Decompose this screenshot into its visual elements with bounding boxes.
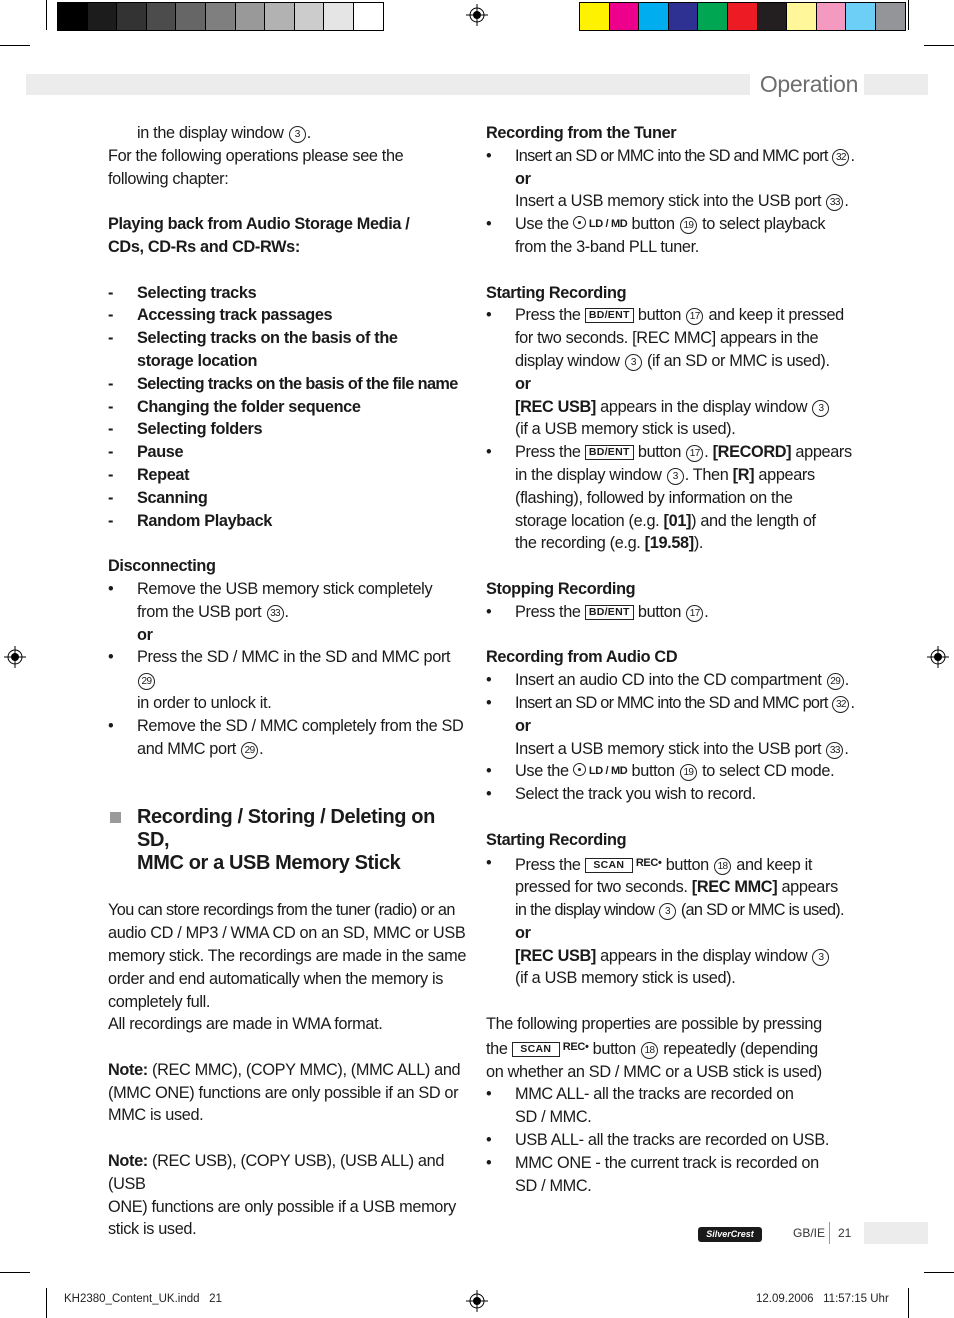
registration-mark-icon [927,646,949,668]
header-band [864,74,928,95]
paragraph: the recording (e.g. [19.58]). [515,534,704,553]
timestamp-slug: 12.09.2006 11:57:15 Uhr [756,1293,889,1305]
list-item: - Changing the folder sequence [108,396,468,419]
crop-mark [46,0,47,30]
paragraph: in order to unlock it. [137,693,272,712]
page-number: 21 [838,1226,852,1240]
or-label: or [515,169,531,188]
or-label: or [137,625,153,644]
file-slug: KH2380_Content_UK.indd 21 [64,1293,222,1305]
paragraph: SD / MMC. [515,1108,592,1127]
or-label: or [515,374,531,393]
scan-key-icon: SCAN [512,1042,560,1057]
list-item: - Scanning [108,487,468,510]
bullet-item: • Press the BD/ENT button 17 and keep it pressed [486,306,844,325]
paragraph: SD / MMC. [515,1176,592,1195]
color-swatch [727,3,757,30]
registration-mark-icon [466,1290,488,1312]
paragraph: display window 3 (if an SD or MMC is used). [515,351,830,370]
color-swatch [816,3,846,30]
list-item: - Selecting tracks on the basis of the file name [108,373,468,396]
crop-mark [924,1272,954,1273]
or-label: or [515,923,531,942]
bullet-item: • Remove the USB memory stick completely [108,579,433,598]
bullet-item: • Insert an SD or MMC into the SD and MMC port 32 . [486,146,855,165]
bullet-item: • MMC ONE - the current track is recorded on [486,1153,819,1172]
knob-icon [573,216,586,229]
subheading: Starting Recording [486,830,627,849]
language-code: GB/IE [793,1226,826,1240]
paragraph: [REC USB] appears in the display window 3 [486,945,856,968]
knob-icon [573,763,586,776]
scan-key-icon: SCAN [585,858,633,873]
bullet-item: • USB ALL- all the tracks are recorded on USB. [486,1131,830,1150]
note: stick is used. [108,1220,197,1239]
color-swatch [609,3,639,30]
paragraph: Insert a USB memory stick into the USB port 33 . [515,192,849,211]
color-swatch [323,3,353,30]
crop-mark [0,45,30,46]
paragraph: from the 3-band PLL tuner. [515,237,699,256]
header-band [26,74,750,95]
paragraph: All recordings are made in WMA format. [108,1015,383,1034]
rec-label: REC• [562,1040,589,1053]
subheading: Stopping Recording [486,579,636,598]
list-item: - Repeat [108,464,468,487]
subheading: CDs, CD-Rs and CD-RWs: [108,237,300,256]
paragraph: (if a USB memory stick is used). [515,969,736,988]
list-item: - Selecting tracks [108,282,468,305]
color-swatch [638,3,668,30]
grayscale-bar [57,2,384,31]
color-swatch [87,3,117,30]
bullet-item: • Use the LD / MD button 19 to select playback [486,215,826,234]
paragraph: pressed for two seconds. [REC MMC] appears [515,878,838,897]
bullet-item: • Select the track you wish to record. [486,785,756,804]
section-heading: Recording / Storing / Deleting on SD, MMC or a USB Memory Stick [108,806,468,875]
list-item: - Pause [108,441,468,464]
paragraph: [REC USB] appears in the display window 3 [486,396,856,419]
note: (MMC ONE) functions are only possible if an SD or [108,1083,459,1102]
brand-logo: SilverCrest [698,1227,762,1242]
list-item: - Selecting folders [108,418,468,441]
left-column [108,122,468,1241]
paragraph: You can store recordings from the tuner (radio) or an [108,901,455,920]
bd-ent-key-icon: BD/ENT [585,605,634,620]
bullet-item: • Insert an audio CD into the CD compartment 29 . [486,671,849,690]
color-swatch [757,3,787,30]
color-swatch [146,3,176,30]
note: ONE) functions are only possible if a USB memory [108,1197,456,1216]
paragraph: from the USB port 33 . [137,602,289,621]
paragraph: completely full. [108,992,211,1011]
color-swatch [697,3,727,30]
crop-mark [46,1288,47,1318]
color-swatch [845,3,875,30]
bullet-item: • Press the SCAN $^{REC•}$ button 18 and keep it [486,853,813,874]
list-item: - Selecting tracks on the basis of the [108,327,468,350]
color-swatch [205,3,235,30]
or-label: or [515,716,531,735]
subheading: Playing back from Audio Storage Media / [108,215,410,234]
list-item: storage location [137,351,258,370]
bd-ent-key-icon: BD/ENT [585,308,634,323]
section-title: Operation [759,71,859,97]
bullet-item: • Press the SD / MMC in the SD and MMC port 29 [108,646,468,692]
crop-mark [0,1272,30,1273]
subheading: Disconnecting [108,557,216,576]
paragraph: the SCAN $^{REC•}$ button 18 repeatedly (depending [486,1039,818,1058]
paragraph: in the display window 3 . Then [R] appears [515,465,815,484]
bullet-item: • Insert an SD or MMC into the SD and MMC port 32 . [486,693,855,712]
color-swatch [294,3,324,30]
ld-md-button-label: LD / MD [588,218,628,231]
color-swatch [580,3,609,30]
color-swatch [175,3,205,30]
subheading: Recording from the Tuner [486,124,677,142]
crop-mark [924,45,954,46]
paragraph: in the display window 3 (an SD or MMC is used). [515,901,844,920]
bullet-item: • Press the BD/ENT button 17 . [RECORD] appears [486,443,852,462]
color-swatch [58,3,87,30]
color-swatch [875,3,905,30]
divider [829,1222,830,1244]
paragraph: The following properties are possible by pressing [486,1015,822,1034]
list-item: - Accessing track passages [108,304,468,327]
note: Note: (REC USB), (COPY USB), (USB ALL) and (USB [108,1152,445,1193]
crop-mark [908,1288,909,1318]
color-swatch [264,3,294,30]
paragraph: for two seconds. [REC MMC] appears in the [515,329,819,348]
ld-md-button-label: LD / MD [588,765,628,778]
subheading: Recording from Audio CD [486,648,678,667]
crop-mark [908,0,909,30]
paragraph: (flashing), followed by information on the [515,488,793,507]
registration-mark-icon [4,646,26,668]
paragraph: on whether an SD / MMC or a USB stick is used) [486,1062,822,1081]
paragraph: storage location (e.g. [01]) and the length of [515,511,816,530]
right-column [486,122,856,1197]
bullet-item: • Remove the SD / MMC completely from the SD [108,716,464,735]
paragraph: order and end automatically when the memory is [108,969,444,988]
color-swatch [235,3,265,30]
paragraph: (if a USB memory stick is used). [515,420,736,439]
registration-mark-icon [466,4,488,26]
paragraph: in the display window 3 . [137,124,311,142]
bullet-item: • MMC ALL- all the tracks are recorded on [486,1085,794,1104]
color-swatch [353,3,383,30]
note: Note: (REC MMC), (COPY MMC), (MMC ALL) and [108,1060,461,1079]
list-item: - Random Playback [108,510,468,533]
subheading: Starting Recording [486,283,627,302]
paragraph: memory stick. The recordings are made in the same [108,946,467,965]
paragraph: and MMC port 29 . [137,739,264,758]
note: MMC is used. [108,1106,204,1125]
color-swatch [668,3,698,30]
color-swatch [116,3,146,30]
rec-label: REC• [635,856,662,869]
paragraph: audio CD / MP3 / WMA CD on an SD, MMC or USB [108,924,466,943]
color-swatch [786,3,816,30]
footer-band [864,1222,928,1244]
bullet-item: • Use the LD / MD button 19 to select CD mode. [486,762,835,781]
color-bar [579,2,906,31]
paragraph: For the following operations please see the [108,146,404,165]
bd-ent-key-icon: BD/ENT [585,445,634,460]
paragraph: Insert a USB memory stick into the USB port 33 . [515,739,849,758]
paragraph: following chapter: [108,169,229,188]
bullet-item: • Press the BD/ENT button 17 . [486,602,709,621]
